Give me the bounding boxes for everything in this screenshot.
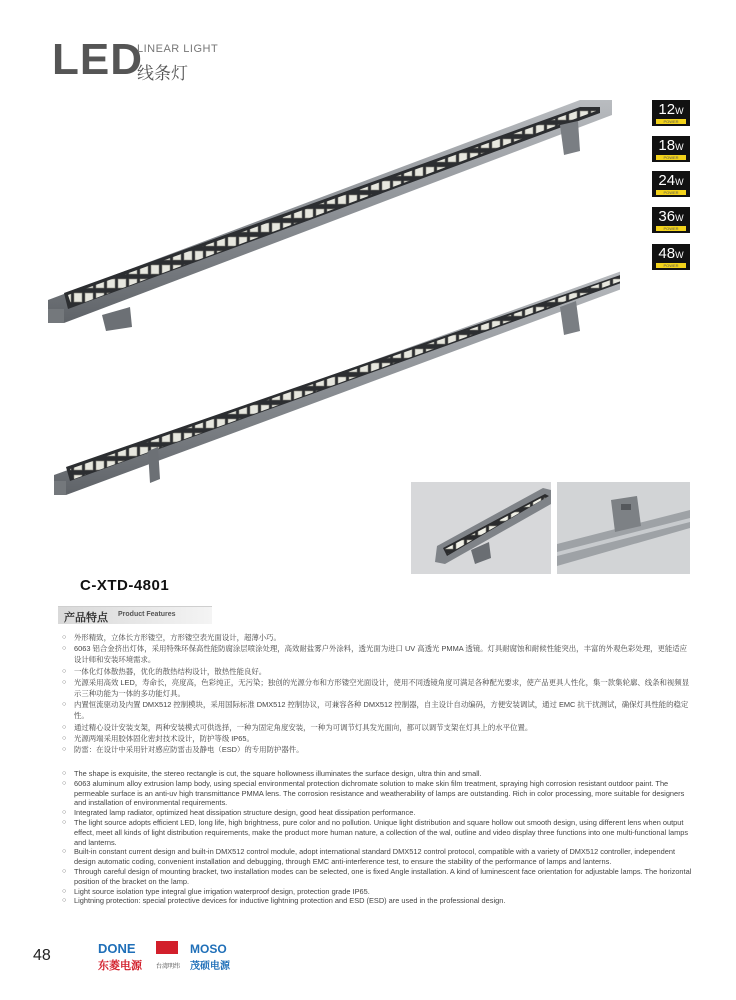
feature-item-en: ○ Built-in constant current design and built-in DMX512 control module, adopt international standard DMX512 control protocol, compatible with a variety of DMX512 controller, independent design automatic coding, convenient installation and debugging, through EMC anti-interference test, to ensure the stability of the performance of lamps and lanterns. [62, 847, 692, 867]
power-unit: W [675, 213, 684, 223]
partner-logos [98, 938, 238, 978]
features-title-en: Product Features [118, 611, 176, 618]
feature-item-cn: ○ 光源采用高效 LED，寿命长，亮度高，色彩纯正，无污染；独创的光源分布和方形镂空光面设计，使用不同透镜角度可满足各种配光要求，使产品更具人性化，集一款集轮廓、线条和视频显示三种功能为一体的多功能灯具。 [62, 677, 692, 699]
power-unit: W [675, 142, 684, 152]
feature-item-en: ○ The light source adopts efficient LED, long life, high brightness, pure color and no pollution. Unique light distribution and square hollow out smooth design, using different lens when output effect, meet all kinds of light distribution requirements, make the product more human nature, a collection of the wal, outline and video display three functions into one multi-functional lamps and lanterns. [62, 818, 692, 847]
brand-title: LED [52, 35, 143, 84]
product-illustration [40, 95, 620, 505]
power-label: POWER [656, 119, 686, 124]
logo-moso-cn-text: 茂硕电源 [190, 961, 230, 972]
power-value: 48 [658, 245, 676, 262]
power-badge-36w [652, 207, 690, 233]
feature-item-en: ○ Lightning protection: special protective devices for inductive lightning protection and ESD (ESD) are used in the professional design. [62, 896, 692, 906]
detail-photo-bracket [557, 482, 690, 574]
feature-item-cn: ○ 内置恒流驱动及内置 DMX512 控制模块，采用国际标准 DMX512 控制协议，可兼容各种 DMX512 控制器，自主设计自动编码，方便安装调试，通过 EMC 抗干扰测试，确保灯具性能的稳定性。 [62, 699, 692, 721]
page-number: 48 [33, 947, 51, 964]
meanwell-logo-icon [156, 941, 178, 954]
features-list-cn [62, 632, 692, 755]
linear-light-bar-lower [54, 268, 620, 495]
power-unit: W [675, 106, 684, 116]
feature-item-cn: ○ 一体化灯体散热器，优化的散热结构设计，散热性能良好。 [62, 666, 692, 677]
feature-item-cn: ○ 通过精心设计安装支架，两种安装模式可供选择，一种为固定角度安装，一种为可调节灯具发光面向，都可以调节支架在灯具上的水平位置。 [62, 722, 692, 733]
brand-subtitle-cn: 线条灯 [137, 64, 188, 83]
linear-light-bar-upper [48, 100, 612, 331]
power-badge-18w [652, 136, 690, 162]
feature-item-en: ○ 6063 aluminum alloy extrusion lamp body, using special environmental protection dichromate solution to make skin film treatment, spraying high corrosion resistant outdoor paint. The permeable surface is an anti-uv high transmittance PMMA lens. The corrosion resistance and weatherability of lamps are outstanding. Rich in color processing, more suitable for designers and installation of environmental requirements. [62, 779, 692, 808]
power-value: 18 [658, 137, 676, 154]
power-label: POWER [656, 226, 686, 231]
power-label: POWER [656, 190, 686, 195]
power-badge-24w [652, 171, 690, 197]
feature-item-en: ○ Integrated lamp radiator, optimized heat dissipation structure design, good heat dissipation performance. [62, 808, 692, 818]
power-label: POWER [656, 263, 686, 268]
brand-subtitle-en: LINEAR LIGHT [137, 43, 219, 55]
logo-done-cn-text: 东菱电源 [98, 960, 142, 972]
model-number: C-XTD-4801 [80, 577, 170, 594]
features-header [58, 606, 212, 624]
power-unit: W [675, 177, 684, 187]
feature-item-cn: ○ 外形精致，立体长方形镂空，方形镂空表光面设计，超薄小巧。 [62, 632, 692, 643]
feature-item-en: ○ Light source isolation type integral glue irrigation waterproof design, protection grade IP65. [62, 887, 692, 897]
logo-done-text: DONE [98, 941, 136, 956]
power-value: 12 [658, 101, 676, 118]
logo-mw-cn-text: 台湾明纬 [156, 964, 181, 970]
power-label: POWER [656, 155, 686, 160]
feature-item-cn: ○ 防雷：在设计中采用针对感应防雷击及静电（ESD）的专用防护器件。 [62, 744, 692, 755]
features-title-cn: 产品特点 [64, 612, 108, 624]
power-badge-48w [652, 244, 690, 270]
power-value: 36 [658, 208, 676, 225]
power-unit: W [675, 250, 684, 260]
feature-item-cn: ○ 6063 铝合金挤出灯体，采用特殊环保高性能防腐涂层喷涂处理，高效耐盐雾户外涂料，透光面为进口 UV 高透光 PMMA 透镜。灯具耐腐蚀和耐候性能突出，丰富的外观色彩处理，更能适应设计师和安装环境需求。 [62, 643, 692, 665]
power-value: 24 [658, 172, 676, 189]
feature-item-en: ○ Through careful design of mounting bracket, two installation modes can be selected, one is fixed Angle installation. A kind of luminescent face orientation for adjustable lamps. The horizontal position of the bracket on the lamp. [62, 867, 692, 887]
power-badge-12w [652, 100, 690, 126]
features-list-en [62, 769, 692, 906]
feature-item-cn: ○ 光源两端采用胶体固化密封技术设计，防护等级 IP65。 [62, 733, 692, 744]
logo-moso-text: MOSO [190, 942, 227, 956]
feature-item-en: ○ The shape is exquisite, the stereo rectangle is cut, the square hollowness illuminates the surface design, ultra thin and small. [62, 769, 692, 779]
detail-photo-bar [411, 482, 551, 574]
